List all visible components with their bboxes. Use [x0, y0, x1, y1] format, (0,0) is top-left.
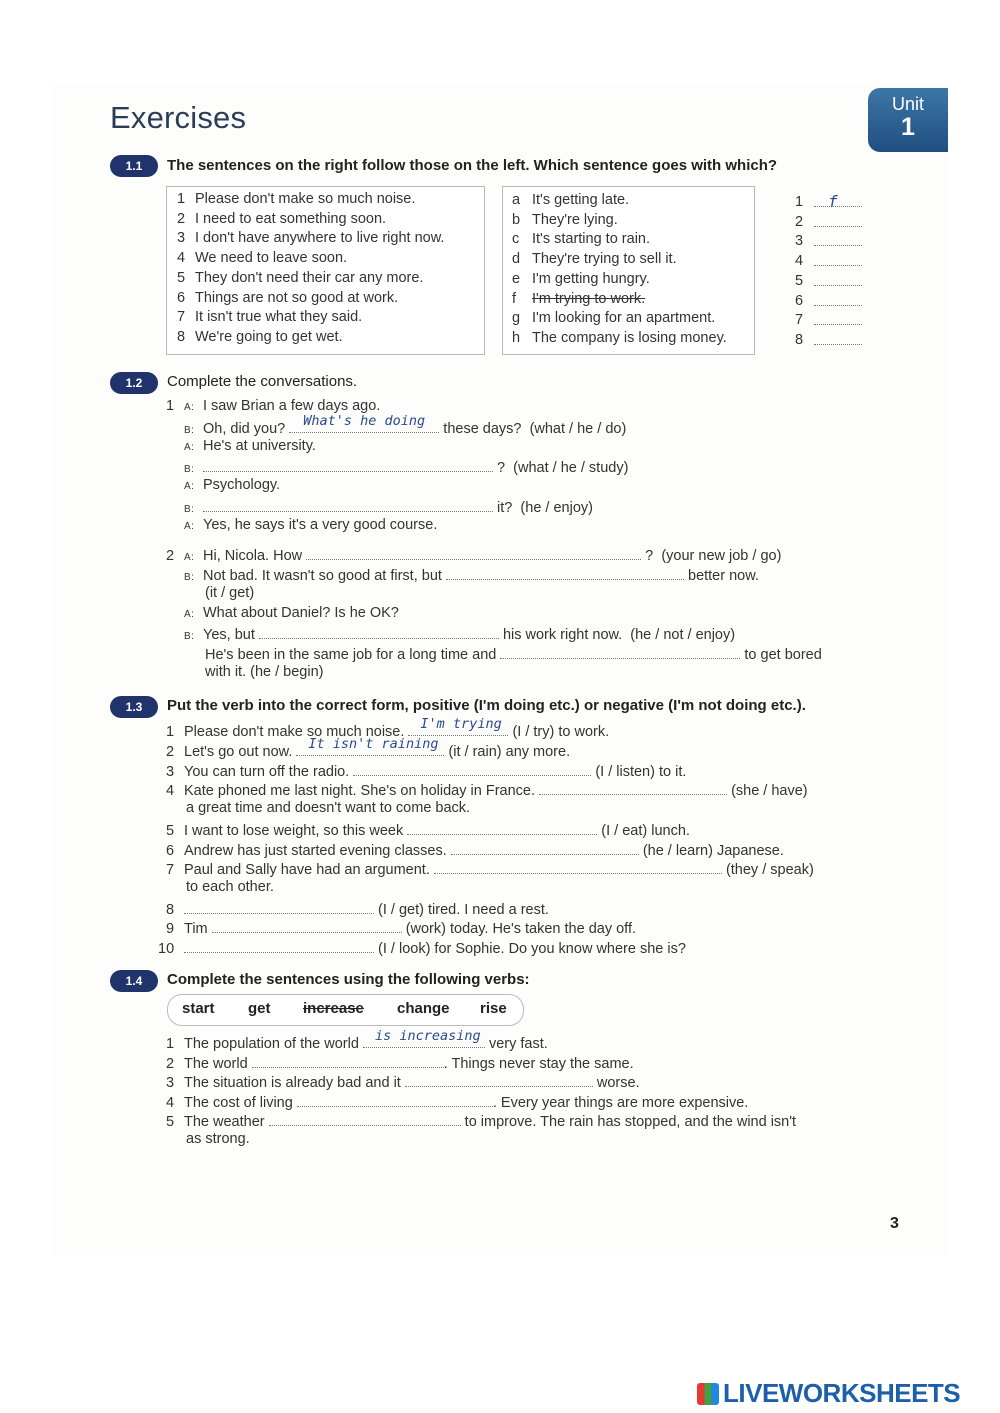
answer-number: 4	[795, 253, 804, 270]
exercise-1-4-item-1	[166, 1028, 548, 1052]
speaker: B:	[184, 464, 195, 475]
line-text: ?	[645, 548, 654, 564]
speaker: A:	[184, 481, 195, 492]
left-sentence	[177, 191, 415, 207]
exercise-1-3-item-4-cont: a great time and doesn't want to come back.	[186, 800, 471, 816]
page-number: 3	[890, 1215, 899, 1232]
speaker: A:	[184, 402, 195, 413]
item-text: Kate phoned me last night. She's on holiday in France.	[184, 783, 535, 799]
answer-blank[interactable]	[297, 1092, 493, 1107]
answer-blank[interactable]	[814, 344, 862, 345]
exercise-badge-1-2: 1.2	[110, 372, 158, 394]
answer-blank[interactable]	[814, 324, 862, 325]
exercise-1-3-item-3	[166, 761, 686, 780]
item-text: The cost of living	[184, 1095, 293, 1111]
line-text: Yes, but	[203, 627, 255, 643]
sentence-text: I'm getting hungry.	[532, 270, 650, 287]
line-text: it?	[497, 500, 513, 516]
item-text: You can turn off the radio.	[184, 764, 350, 780]
conversation-1-line-4	[184, 457, 628, 476]
heading-text: etc.) or negative (	[544, 697, 674, 714]
answer-blank[interactable]	[203, 457, 493, 472]
item-text: (it / rain) any more.	[448, 744, 571, 760]
exercise-1-4-heading: Complete the sentences using the following verbs:	[167, 971, 530, 988]
conversation-number: 1	[166, 398, 175, 414]
exercise-1-1-heading: The sentences on the right follow those on the left. Which sentence goes with which?	[167, 157, 778, 174]
sentence-number: 7	[177, 309, 186, 326]
sentence-text: They're lying.	[532, 211, 618, 228]
heading-example: I'm not doing	[673, 697, 767, 714]
item-text: worse.	[596, 1075, 640, 1091]
answer-blank[interactable]	[814, 285, 862, 286]
right-sentence	[512, 291, 645, 307]
left-sentence	[177, 329, 343, 345]
conversation-1-line-3	[184, 438, 316, 454]
line-text: Not bad. It wasn't so good at first, but	[203, 568, 442, 584]
answer-blank[interactable]	[814, 305, 862, 306]
sentence-letter: h	[512, 329, 521, 346]
answer-blank[interactable]	[446, 565, 684, 580]
conversation-1-line-6	[184, 497, 593, 516]
prompt-hint: (what / he / do)	[529, 421, 627, 437]
item-text: (I / look) for Sophie. Do you know where she is?	[378, 941, 686, 957]
heading-text: etc.).	[766, 697, 806, 714]
item-text: (work) today. He's taken the day off.	[405, 921, 637, 937]
line-text: Yes, he says it's a very good course.	[203, 517, 438, 533]
speaker: B:	[184, 504, 195, 515]
item-number: 10	[158, 941, 175, 957]
item-text: Paul and Sally have had an argument.	[184, 862, 430, 878]
answer-blank[interactable]	[814, 265, 862, 266]
sentence-letter: d	[512, 251, 521, 268]
speaker: B:	[184, 631, 195, 642]
item-text: (I / get) tired. I need a rest.	[378, 902, 549, 918]
answer-number: 1	[795, 194, 804, 210]
conversation-1-line-2	[184, 413, 627, 437]
sentence-number: 4	[177, 250, 186, 267]
sentence-number: 2	[177, 210, 186, 227]
unit-tab	[868, 88, 948, 152]
answer-number: 2	[795, 213, 804, 230]
item-number: 5	[166, 823, 175, 839]
answer-number: 8	[795, 331, 804, 348]
answer-blank[interactable]	[814, 226, 862, 227]
line-text: Hi, Nicola. How	[203, 548, 303, 564]
answer-blank[interactable]	[353, 761, 591, 776]
item-text: The weather	[184, 1114, 265, 1130]
answer-blank[interactable]	[434, 859, 722, 874]
item-number: 2	[166, 744, 175, 760]
item-text: (I / listen) to it.	[595, 764, 687, 780]
conversation-2-line-4	[184, 624, 735, 643]
answer-blank[interactable]	[184, 938, 374, 953]
sentence-number: 5	[177, 269, 186, 286]
right-sentence	[512, 330, 727, 346]
item-text: The population of the world	[184, 1036, 359, 1052]
item-text: . Things never stay the same.	[443, 1056, 634, 1072]
item-text: (I / eat) lunch.	[601, 823, 690, 839]
speaker: B:	[184, 425, 195, 436]
exercise-1-4-item-5-cont: as strong.	[186, 1131, 250, 1147]
speaker: A:	[184, 552, 195, 563]
exercise-badge-1-4: 1.4	[110, 970, 158, 992]
answer-number: 5	[795, 272, 804, 289]
right-sentence	[512, 271, 650, 287]
sentence-letter: b	[512, 211, 521, 228]
item-number: 7	[166, 862, 175, 878]
item-text: (she / have)	[731, 783, 808, 799]
line-text: What about Daniel? Is he OK?	[203, 605, 399, 621]
answer-blank[interactable]	[500, 644, 740, 659]
exercise-1-3-item-10	[158, 938, 686, 957]
right-sentence	[512, 251, 677, 267]
answer-blank[interactable]	[212, 918, 402, 933]
answer-blank[interactable]	[814, 192, 862, 211]
heading-text: Put the verb into the correct form, positive (	[167, 697, 479, 714]
item-text: I want to lose weight, so this week	[184, 823, 404, 839]
conversation-1-line-1	[166, 398, 380, 414]
conversation-2-line-3	[184, 605, 399, 621]
answer-number: 7	[795, 312, 804, 329]
right-sentence	[512, 231, 650, 247]
answer-blank[interactable]	[539, 780, 727, 795]
line-text: better now.	[688, 568, 759, 584]
answer-blank[interactable]	[408, 716, 508, 736]
line-text: Oh, did you?	[203, 421, 286, 437]
answer-blank[interactable]	[259, 624, 499, 639]
left-sentence	[177, 270, 423, 286]
verb-get: get	[248, 1000, 271, 1017]
liveworksheets-logo	[697, 1378, 960, 1409]
exercise-1-3-item-9	[166, 918, 636, 937]
sentence-letter: e	[512, 270, 521, 287]
line-text: his work right now.	[502, 627, 623, 643]
item-number: 6	[166, 843, 175, 859]
prompt-hint: (what / he / study)	[513, 460, 629, 476]
sentence-letter: f	[512, 290, 517, 307]
handwritten-answer: is increasing	[374, 1028, 481, 1044]
liveworksheets-logo-icon	[697, 1383, 719, 1405]
left-sentence	[177, 290, 398, 306]
conversation-2-hint: (it / get)	[205, 585, 255, 601]
item-number: 5	[166, 1114, 175, 1130]
answer-blank[interactable]	[814, 245, 862, 246]
sentence-letter: g	[512, 310, 521, 327]
exercise-badge-1-3: 1.3	[110, 696, 158, 718]
sentence-letter: c	[512, 231, 520, 248]
exercise-1-3-item-5	[166, 820, 690, 839]
item-text: (he / learn) Japanese.	[642, 843, 784, 859]
handwritten-answer: f	[828, 192, 838, 211]
sentence-text: I'm looking for an apartment.	[532, 310, 716, 327]
item-text: The world	[184, 1056, 248, 1072]
left-sentence	[177, 230, 444, 246]
exercise-1-2-heading: Complete the conversations.	[167, 373, 358, 390]
conversation-2-line-5	[205, 644, 822, 663]
verb-increase: increase	[303, 1000, 364, 1017]
sentence-text: The company is losing money.	[532, 329, 727, 346]
conversation-number: 2	[166, 548, 175, 564]
speaker: B:	[184, 572, 195, 583]
conversation-1-line-7	[184, 517, 437, 533]
line-text: I saw Brian a few days ago.	[203, 398, 381, 414]
exercise-1-3-item-4	[166, 780, 808, 799]
sentence-text: Things are not so good at work.	[195, 289, 399, 306]
exercise-1-3-item-8	[166, 899, 549, 918]
item-number: 9	[166, 921, 175, 937]
right-sentence	[512, 310, 715, 326]
sentence-number: 8	[177, 328, 186, 345]
item-number: 1	[166, 1036, 175, 1052]
answer-blank[interactable]	[451, 840, 639, 855]
item-number: 1	[166, 724, 175, 740]
left-sentence	[177, 309, 362, 325]
speaker: A:	[184, 442, 195, 453]
handwritten-answer: What's he doing	[303, 413, 426, 429]
item-text: Tim	[184, 921, 208, 937]
line-text: to get bored	[744, 647, 822, 663]
exercise-1-4-item-4	[166, 1092, 748, 1111]
sentence-text: I don't have anywhere to live right now.	[195, 230, 445, 247]
exercise-1-4-item-5	[166, 1111, 796, 1130]
item-text: Let's go out now.	[184, 744, 293, 760]
item-text: (I / try) to work.	[512, 724, 610, 740]
verb-rise: rise	[480, 1000, 507, 1017]
answer-blank[interactable]	[184, 899, 374, 914]
sentence-number: 1	[177, 191, 186, 207]
line-text: ?	[497, 460, 506, 476]
verb-change: change	[397, 1000, 450, 1017]
heading-example: I'm doing	[478, 697, 545, 714]
exercise-1-3-item-7-cont: to each other.	[186, 879, 274, 895]
logo-text: LIVEWORKSHEETS	[723, 1378, 961, 1408]
conversation-2-line-2	[184, 565, 759, 584]
left-sentence	[177, 211, 386, 227]
right-sentence	[512, 192, 629, 208]
item-text: . Every year things are more expensive.	[492, 1095, 749, 1111]
item-text: very fast.	[488, 1036, 548, 1052]
exercise-badge-1-1: 1.1	[110, 155, 158, 177]
answer-blank[interactable]	[363, 1028, 485, 1048]
sentence-number: 6	[177, 289, 186, 306]
conversation-1-line-5	[184, 477, 280, 493]
answer-blank[interactable]	[407, 820, 597, 835]
answer-blank[interactable]	[296, 736, 444, 756]
item-text: to improve. The rain has stopped, and the wind isn't	[464, 1114, 797, 1130]
answer-number: 3	[795, 233, 804, 250]
right-sentence	[512, 212, 618, 228]
item-text: The situation is already bad and it	[184, 1075, 401, 1091]
line-text: He's been in the same job for a long time and	[205, 647, 497, 663]
sentence-text: Please don't make so much noise.	[195, 191, 416, 207]
item-text: Andrew has just started evening classes.	[184, 843, 447, 859]
exercise-1-3-item-6	[166, 840, 784, 859]
exercise-1-3-item-2	[166, 736, 571, 760]
sentence-text: We're going to get wet.	[195, 328, 343, 345]
handwritten-answer: I'm trying	[420, 716, 502, 732]
conversation-2-line-1	[166, 545, 781, 564]
conversation-2-line-6: with it. (he / begin)	[205, 664, 324, 680]
sentence-text: They don't need their car any more.	[195, 269, 424, 286]
sentence-text: It's getting late.	[532, 192, 630, 208]
answer-blank[interactable]	[306, 545, 641, 560]
answer-blank[interactable]	[252, 1053, 444, 1068]
answer-blank[interactable]	[405, 1072, 593, 1087]
sentence-text: I need to eat something soon.	[195, 210, 387, 227]
answer-blank[interactable]	[269, 1111, 461, 1126]
sentence-text: It isn't true what they said.	[195, 309, 363, 326]
unit-label: Unit	[891, 94, 924, 114]
item-number: 4	[166, 783, 175, 799]
item-number: 8	[166, 902, 175, 918]
speaker: A:	[184, 521, 195, 532]
item-number: 4	[166, 1095, 175, 1111]
left-sentence	[177, 250, 347, 266]
sentence-text: It's starting to rain.	[532, 231, 651, 248]
line-text: He's at university.	[203, 438, 316, 454]
exercise-1-4-item-3	[166, 1072, 640, 1091]
exercise-1-3-heading	[167, 697, 806, 714]
item-number: 2	[166, 1056, 175, 1072]
item-text: Please don't make so much noise.	[184, 724, 405, 740]
item-text: (they / speak)	[725, 862, 814, 878]
sentence-text: They're trying to sell it.	[532, 251, 677, 268]
sentence-text: We need to leave soon.	[195, 250, 348, 267]
prompt-hint: (he / enjoy)	[520, 500, 593, 516]
answer-blank[interactable]	[203, 497, 493, 512]
verb-start: start	[182, 1000, 215, 1017]
prompt-hint: (your new job / go)	[661, 548, 782, 564]
item-number: 3	[166, 764, 175, 780]
sentence-number: 3	[177, 230, 186, 247]
item-number: 3	[166, 1075, 175, 1091]
speaker: A:	[184, 609, 195, 620]
answer-number: 6	[795, 292, 804, 309]
unit-number: 1	[901, 113, 915, 141]
handwritten-answer: It isn't raining	[308, 736, 439, 752]
line-text: these days?	[443, 421, 522, 437]
prompt-hint: (he / not / enjoy)	[630, 627, 736, 643]
exercise-1-4-item-2	[166, 1053, 634, 1072]
page-title: Exercises	[110, 100, 247, 135]
answer-blank[interactable]	[289, 413, 439, 433]
sentence-letter: a	[512, 192, 521, 208]
exercise-1-3-item-7	[166, 859, 814, 878]
line-text: Psychology.	[203, 477, 281, 493]
sentence-text: I'm trying to work.	[532, 290, 646, 307]
